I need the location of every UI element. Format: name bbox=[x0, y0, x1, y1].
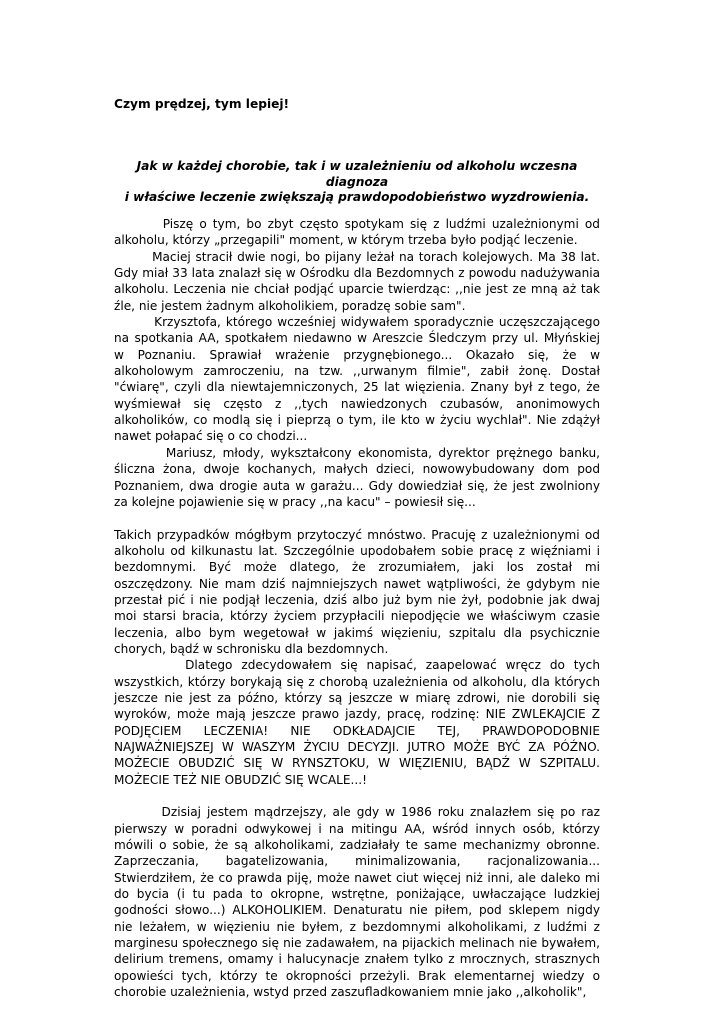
text-line: wyroków, może mają jeszcze prawo jazdy, pracę, rodzinę: NIE ZWLEKAJCIE Z bbox=[114, 707, 600, 722]
text-line: Piszę o tym, bo zbyt często spotykam się z ludźmi uzależnionymi od bbox=[114, 217, 600, 231]
text-line: MOŻECIE OBUDZIĆ SIĘ W RYNSZTOKU, W WIĘZIENIU, BĄDŹ W SZPITALU. bbox=[114, 756, 600, 771]
text-line: pierwszy w poradni odwykowej i na mitingu AA, wśród innych osób, którzy bbox=[114, 821, 600, 836]
text-line: chorych, bądź w schronisku dla bezdomnych. bbox=[114, 641, 389, 656]
text-line: MOŻECIE TEŻ NIE OBUDZIĆ SIĘ WCALE...! bbox=[114, 772, 367, 787]
text-line: przestał pić i nie podjął leczenia, dziś albo już bym nie żył, podobnie jak dwaj bbox=[114, 592, 600, 607]
text-line: godności słowo...) ALKOHOLIKIEM. Denaturatu nie piłem, pod sklepem nigdy bbox=[114, 903, 600, 918]
text-line: marginesu społecznego się nie zadawałem, na pijackich melinach nie bywałem, bbox=[114, 936, 600, 951]
text-line: śliczna żona, dwoje kochanych, małych dzieci, nowowybudowany dom pod bbox=[114, 462, 600, 477]
subtitle-line: Jak w każdej chorobie, tak i w uzależnieniu od alkoholu wczesna bbox=[136, 159, 578, 173]
paragraph-gap bbox=[114, 510, 600, 526]
text-line: PODJĘCIEM LECZENIA! NIE ODKŁADAJCIE TEJ, PRAWDOPODOBNIE bbox=[114, 723, 600, 738]
text-line: Krzysztofa, którego wcześniej widywałem sporadycznie uczęszczającego bbox=[114, 315, 600, 330]
text-line: alkoholików, co modlą się i pieprzą o tym, ile kto w życiu wychlał". Nie zdążył bbox=[114, 413, 600, 428]
paragraph-gap bbox=[114, 788, 600, 804]
text-line: Mariusz, młody, wykształcony ekonomista, dyrektor prężnego banku, bbox=[114, 445, 600, 460]
text-line: Dzisiaj jestem mądrzejszy, ale gdy w 1986 roku znalazłem się po raz bbox=[114, 805, 600, 820]
document-body bbox=[114, 216, 600, 1001]
text-line: opowieści tych, którzy te okropności przeżyli. Brak elementarnej wiedzy o bbox=[114, 968, 600, 983]
text-line: Maciej stracił dwie nogi, bo pijany leżał na torach kolejowych. Ma 38 lat. bbox=[114, 249, 600, 264]
text-line: leczenia, albo bym wegetował w jakimś więzieniu, szpitalu dla psychicznie bbox=[114, 625, 600, 640]
text-line: wszystkich, którzy borykają się z chorobą uzależnienia od alkoholu, dla których bbox=[114, 674, 600, 689]
text-line: alkoholu, którzy „przegapili" moment, w którym trzeba było podjąć leczenie. bbox=[114, 233, 578, 248]
document-title: Czym prędzej, tym lepiej! bbox=[114, 97, 290, 111]
text-line: nie leżałem, w więzieniu nie byłem, z bezdomnymi alkoholikami, z ludźmi z bbox=[114, 919, 600, 934]
text-line: nawet połapać się o co chodzi... bbox=[114, 429, 308, 444]
document-subtitle bbox=[114, 159, 600, 206]
text-line: alkoholu. Leczenia nie chciał podjąć uparcie twierdząc: ,,nie jest ze mną aż tak bbox=[114, 282, 600, 297]
text-line: za kolejne pojawienie się w pracy ,,na kacu" – powiesił się... bbox=[114, 494, 476, 509]
subtitle-line: diagnoza bbox=[325, 174, 389, 189]
text-line: jeszcze nie jest za późno, którzy są jeszcze w miarę zdrowi, nie dorobili się bbox=[114, 690, 600, 705]
text-line: "ćwiarę", czyli dla niewtajemniczonych, 25 lat więzienia. Znany był z tego, że bbox=[114, 380, 600, 395]
text-line: Gdy miał 33 lata znalazł się w Ośrodku dla Bezdomnych z powodu nadużywania bbox=[114, 266, 600, 281]
text-line: Zaprzeczania, bagatelizowania, minimalizowania, racjonalizowania... bbox=[114, 854, 600, 869]
text-line: wyśmiewał się często z ,,tych nawiedzonych czubasów, anonimowych bbox=[114, 396, 600, 411]
text-line: do bycia (i tu pada to okropne, wstrętne, poniżające, uwłaczające ludzkiej bbox=[114, 887, 600, 902]
text-line: oszczędzony. Nie mam dziś najmniejszych nawet wątpliwości, że gdybym nie bbox=[114, 576, 600, 591]
text-line: na spotkania AA, spotkałem niedawno w Areszcie Śledczym przy ul. Młyńskiej bbox=[114, 331, 600, 346]
text-line: NAJWAŻNIEJSZEJ W WASZYM ŻYCIU DECYZJI. JUTRO MOŻE BYĆ ZA PÓŹNO. bbox=[114, 740, 600, 754]
text-line: chorobie uzależnienia, wstyd przed zaszufladkowaniem mnie jako ,,alkoholik", bbox=[114, 985, 587, 1000]
text-line: delirium tremens, omamy i halucynacje znałem tylko z mrocznych, strasznych bbox=[114, 952, 600, 967]
text-line: Stwierdziłem, że co prawda piję, może nawet ciut więcej niż inni, ale daleko mi bbox=[114, 870, 600, 885]
text-line: bezdomnymi. Być może dlatego, że zrozumiałem, jaki los został mi bbox=[114, 560, 600, 575]
text-line: mówili o sobie, że są alkoholikami, zadziałały te same mechanizmy obronne. bbox=[114, 838, 600, 853]
subtitle-line: i właściwe leczenie zwiększają prawdopodobieństwo wyzdrowienia. bbox=[124, 190, 590, 205]
text-line: Takich przypadków mógłbym przytoczyć mnóstwo. Pracuję z uzależnionymi od bbox=[114, 527, 600, 542]
text-line: alkoholu od kilkunastu lat. Szczególnie upodobałem sobie pracę z więźniami i bbox=[114, 543, 600, 558]
text-line: alkoholowym zamroczeniu, na tzw. ,,urwanym filmie", zabił żonę. Dostał bbox=[114, 364, 600, 379]
text-line: w Poznaniu. Sprawiał wrażenie przygnębionego... Okazało się, że w bbox=[114, 347, 600, 362]
text-line: moi starsi bracia, którzy życiem przypłacili niepodjęcie we właściwym czasie bbox=[114, 609, 600, 624]
text-line: Poznaniem, dwa drogie auta w garażu... Gdy dowiedział się, że jest zwolniony bbox=[114, 478, 600, 493]
text-line: źle, nie jestem żadnym alkoholikiem, poradzę sobie sam". bbox=[114, 298, 466, 313]
text-line: Dlatego zdecydowałem się napisać, zaapelować wręcz do tych bbox=[114, 658, 600, 673]
